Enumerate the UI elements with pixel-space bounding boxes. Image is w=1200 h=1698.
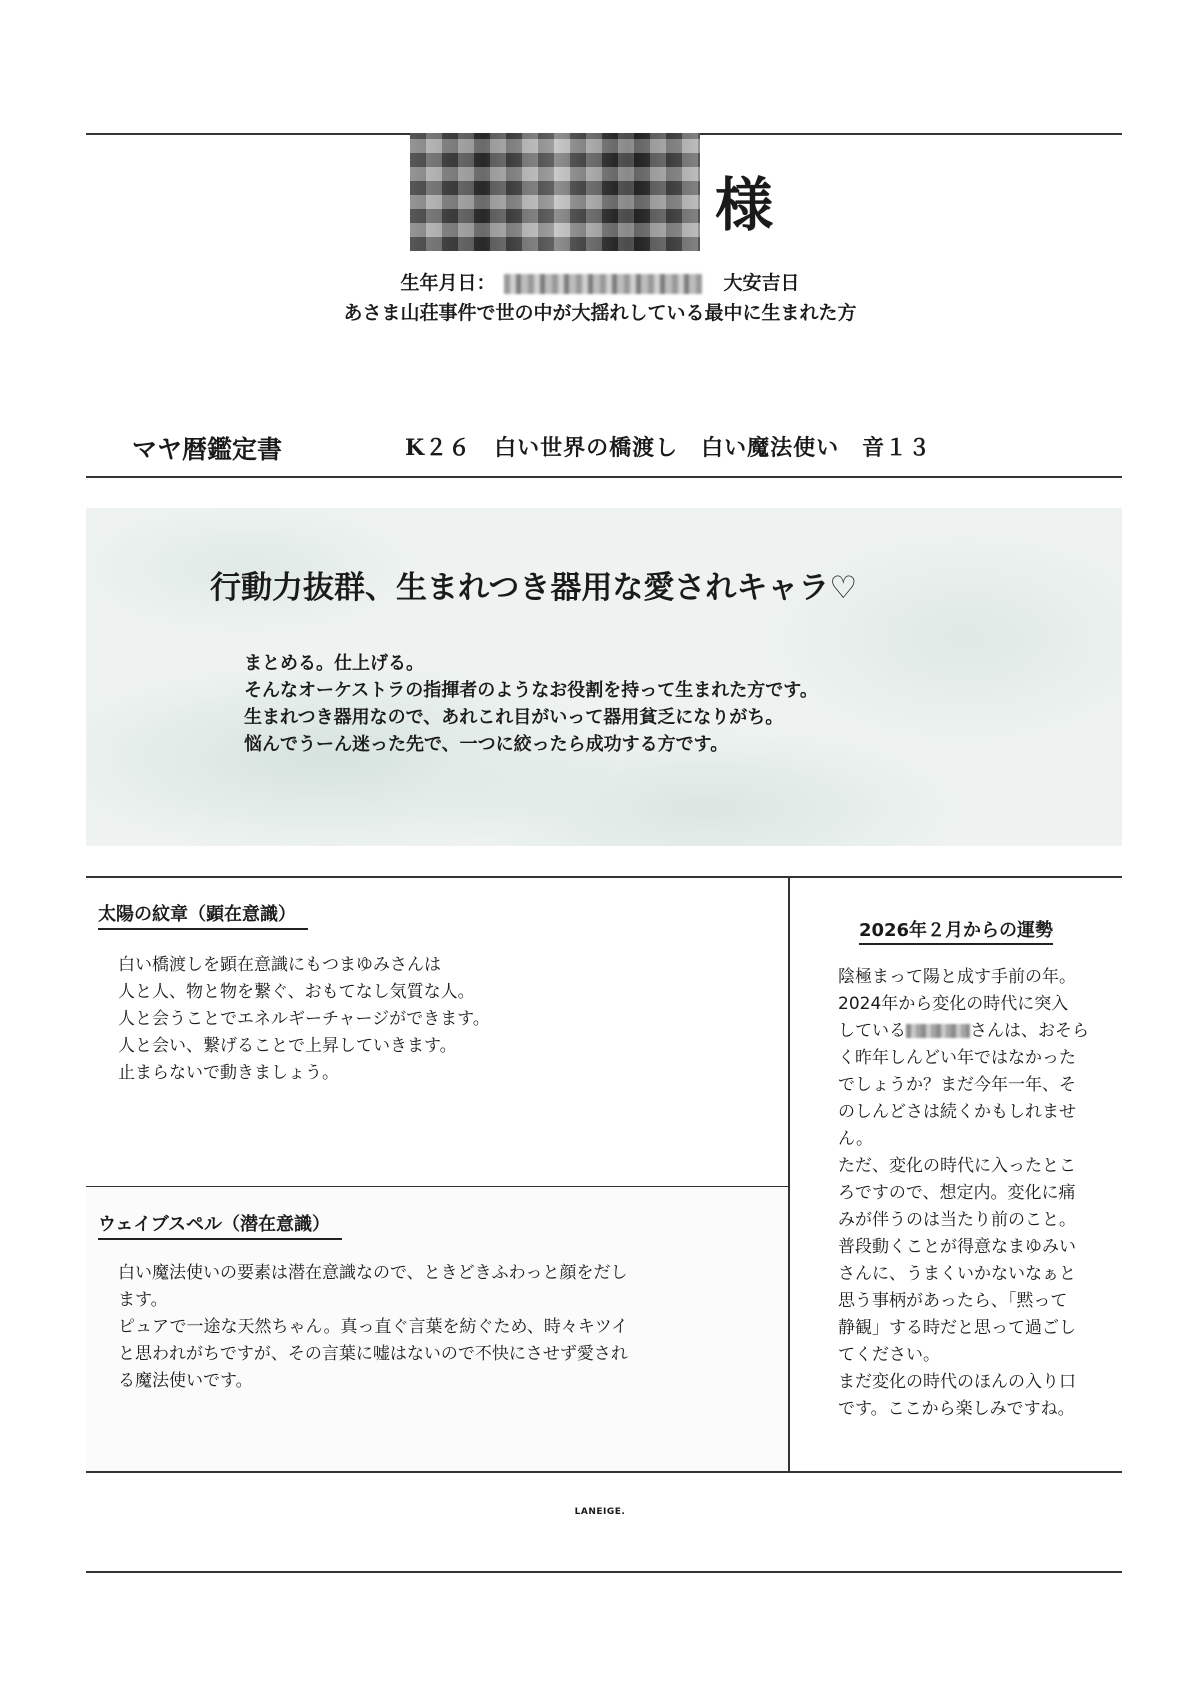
birth-day-type: 大安吉日 xyxy=(723,272,800,294)
wave-spell-line: と思われがちですが、その言葉に嘘はないので不快にさせず愛され xyxy=(118,1344,628,1364)
hero-line: まとめる。仕上げる。 xyxy=(244,653,424,674)
wave-spell-body xyxy=(118,1260,628,1395)
grid-column-divider xyxy=(788,876,790,1472)
sun-seal-line: 人と会い、繋げることで上昇していきます。 xyxy=(118,1036,457,1056)
sun-seal-line: 人と人、物と物を繋ぐ、おもてなし気質な人。 xyxy=(118,982,475,1002)
footer-rule xyxy=(86,1571,1122,1573)
fortune-line: ん。 xyxy=(838,1129,874,1149)
fortune-line: 思う事柄があったら、「黙って xyxy=(838,1291,1068,1311)
fortune-line: です。ここから楽しみですね。 xyxy=(838,1399,1075,1419)
grid-top-rule xyxy=(86,876,1122,878)
fortune-line: く昨年しんどい年ではなかった xyxy=(838,1048,1076,1068)
sun-seal-line: 白い橋渡しを顕在意識にもつまゆみさんは xyxy=(118,955,441,975)
footer-brand: LANEIGE. xyxy=(574,1507,626,1517)
fortune-line: のしんどさは続くかもしれませ xyxy=(838,1102,1076,1122)
fortune-line: まだ変化の時代のほんの入り口 xyxy=(838,1372,1076,1392)
grid-bottom-rule xyxy=(86,1471,1122,1473)
fortune-line-part: している xyxy=(838,1021,906,1041)
birth-note: あさま山荘事件で世の中が大揺れしている最中に生まれた方 xyxy=(343,302,857,324)
sun-seal-body xyxy=(118,952,490,1087)
fortune-line: ただ、変化の時代に入ったとこ xyxy=(838,1156,1076,1176)
fortune-line: 2024年から変化の時代に突入 xyxy=(838,994,1069,1014)
fortune-line: 陰極まって陽と成す手前の年。 xyxy=(838,967,1076,987)
fortune-line: さんに、うまくいかないなぁと xyxy=(838,1264,1076,1284)
hero-line: 悩んでうーん迷った先で、一つに絞ったら成功する方です。 xyxy=(244,734,729,755)
fortune-line: ろですので、想定内。変化に痛 xyxy=(838,1183,1076,1203)
document-title: マヤ暦鑑定書 xyxy=(132,435,283,464)
fortune-line: みが伴うのは当たり前のこと。 xyxy=(838,1210,1076,1230)
fortune-body xyxy=(838,964,1089,1423)
fortune-line xyxy=(838,1018,1089,1045)
wave-spell-line: る魔法使いです。 xyxy=(118,1371,253,1391)
fortune-line: 静観」する時だと思って過ごし xyxy=(838,1318,1076,1338)
fortune-line: てください。 xyxy=(838,1345,940,1365)
wave-spell-line: 白い魔法使いの要素は潜在意識なので、ときどきふわっと顔をだし xyxy=(118,1263,628,1283)
wave-spell-line: ピュアで一途な天然ちゃん。真っ直ぐ言葉を紡ぐため、時々キツイ xyxy=(118,1317,628,1337)
hero-title: 行動力抜群、生まれつき器用な愛されキャラ♡ xyxy=(210,570,858,606)
fortune-line: 普段動くことが得意なまゆみい xyxy=(838,1237,1076,1257)
hero-line: そんなオーケストラの指揮者のようなお役割を持って生まれた方です。 xyxy=(244,680,818,701)
kin-line: K２６ 白い世界の橋渡し 白い魔法使い 音１３ xyxy=(405,435,932,461)
sun-seal-line: 止まらないで動きましょう。 xyxy=(118,1063,339,1083)
fortune-line-part: さんは、おそら xyxy=(970,1021,1089,1041)
birth-line xyxy=(0,268,1200,295)
honorific: 様 xyxy=(715,171,774,239)
title-bottom-rule xyxy=(86,476,1122,478)
blurred-birthdate xyxy=(504,274,702,294)
fortune-line: でしょうか？まだ今年一年、そ xyxy=(838,1075,1076,1095)
wave-spell-title: ウェイブスペル（潜在意識） xyxy=(98,1210,342,1240)
fortune-title xyxy=(790,916,1122,942)
blurred-name xyxy=(906,1024,970,1038)
hero-line: 生まれつき器用なので、あれこれ目がいって器用貧乏になりがち。 xyxy=(244,707,784,728)
pixelated-name xyxy=(410,133,700,251)
fortune-title-text: 2026年２月からの運勢 xyxy=(859,920,1053,945)
sun-seal-line: 人と会うことでエネルギーチャージができます。 xyxy=(118,1009,490,1029)
hero-panel xyxy=(86,508,1122,846)
birth-label: 生年月日： xyxy=(400,272,496,294)
hero-body xyxy=(244,650,818,758)
wave-spell-line: ます。 xyxy=(118,1290,168,1310)
sun-seal-title: 太陽の紋章（顕在意識） xyxy=(98,900,308,930)
